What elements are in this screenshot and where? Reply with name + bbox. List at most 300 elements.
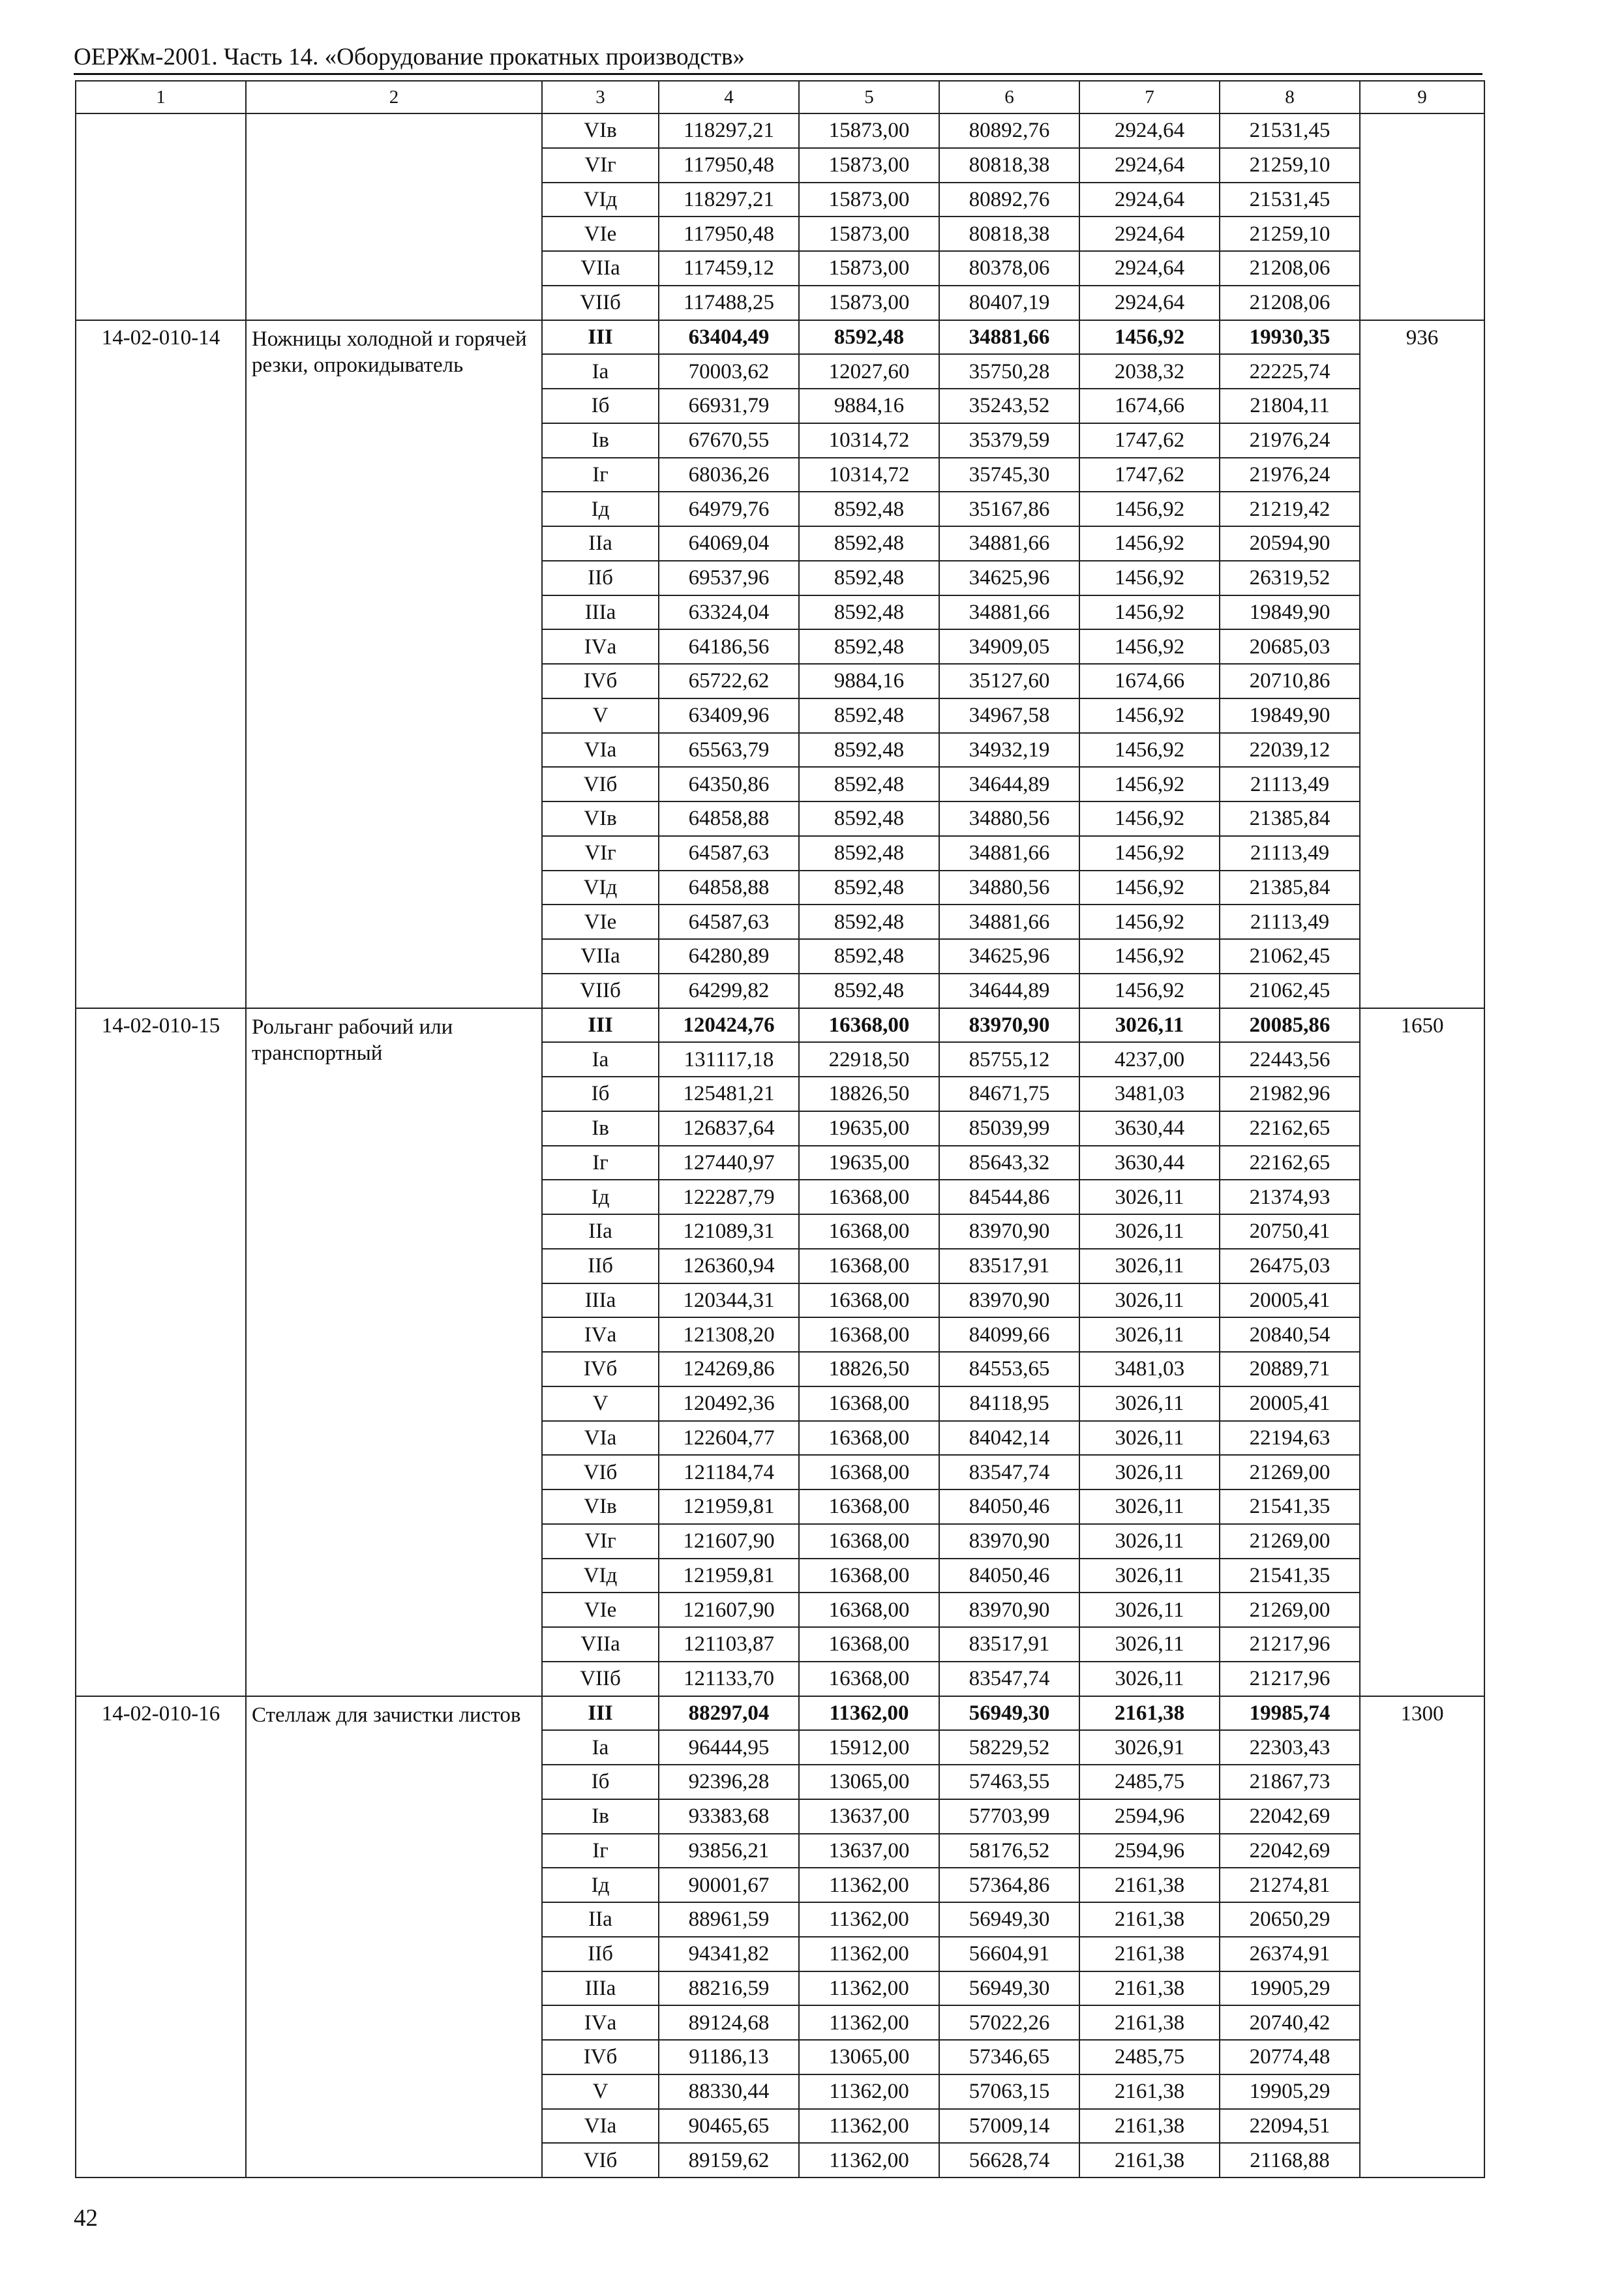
machine-wages-cell: 2161,38 [1079, 2074, 1220, 2109]
column-number: 5 [799, 81, 939, 113]
machine-wages-cell: 2924,64 [1079, 251, 1220, 286]
labor-norm-cell: 936 [1360, 320, 1484, 1008]
machine-wages-cell: 3630,44 [1079, 1146, 1220, 1180]
machine-wages-cell: 2161,38 [1079, 1868, 1220, 1902]
wages-cell: 8592,48 [799, 836, 939, 871]
table-row-main [76, 1696, 1484, 1731]
region-cell: VIIа [542, 1627, 659, 1662]
other-cost-cell: 19930,35 [1220, 320, 1360, 355]
other-cost-cell: 21168,88 [1220, 2143, 1360, 2177]
total-cost-cell: 88297,04 [659, 1696, 799, 1731]
other-cost-cell: 20594,90 [1220, 526, 1360, 561]
other-cost-cell: 19849,90 [1220, 698, 1360, 733]
region-cell: Iб [542, 389, 659, 423]
wages-cell: 13065,00 [799, 2040, 939, 2074]
region-cell: VIа [542, 733, 659, 768]
machine-wages-cell: 2161,38 [1079, 1971, 1220, 2006]
materials-cell: 35167,86 [939, 492, 1079, 526]
machine-wages-cell: 3630,44 [1079, 1111, 1220, 1146]
other-cost-cell: 21113,49 [1220, 905, 1360, 939]
machine-wages-cell: 1456,92 [1079, 801, 1220, 836]
other-cost-cell: 22162,65 [1220, 1111, 1360, 1146]
other-cost-cell: 19905,29 [1220, 1971, 1360, 2006]
region-cell: IIIа [542, 1283, 659, 1318]
materials-cell: 57022,26 [939, 2005, 1079, 2040]
machine-wages-cell: 2594,96 [1079, 1834, 1220, 1868]
wages-cell: 11362,00 [799, 1937, 939, 1971]
wages-cell: 15873,00 [799, 217, 939, 251]
machine-wages-cell: 2485,75 [1079, 2040, 1220, 2074]
region-cell: V [542, 1386, 659, 1421]
wages-cell: 11362,00 [799, 2005, 939, 2040]
materials-cell: 83970,90 [939, 1214, 1079, 1249]
other-cost-cell: 21804,11 [1220, 389, 1360, 423]
other-cost-cell: 21259,10 [1220, 217, 1360, 251]
wages-cell: 8592,48 [799, 526, 939, 561]
wages-cell: 16368,00 [799, 1662, 939, 1696]
materials-cell: 34881,66 [939, 595, 1079, 630]
wages-cell: 15873,00 [799, 148, 939, 183]
other-cost-cell: 22042,69 [1220, 1799, 1360, 1834]
wages-cell: 8592,48 [799, 629, 939, 664]
other-cost-cell: 21208,06 [1220, 286, 1360, 320]
total-cost-cell: 117459,12 [659, 251, 799, 286]
total-cost-cell: 122287,79 [659, 1180, 799, 1214]
wages-cell: 15912,00 [799, 1730, 939, 1765]
total-cost-cell: 93383,68 [659, 1799, 799, 1834]
total-cost-cell: 121308,20 [659, 1317, 799, 1352]
other-cost-cell: 21976,24 [1220, 458, 1360, 492]
price-table [75, 80, 1485, 2178]
wages-cell: 15873,00 [799, 183, 939, 217]
other-cost-cell: 22042,69 [1220, 1834, 1360, 1868]
code-cell [76, 113, 246, 320]
other-cost-cell: 20005,41 [1220, 1283, 1360, 1318]
wages-cell: 8592,48 [799, 698, 939, 733]
total-cost-cell: 92396,28 [659, 1765, 799, 1799]
materials-cell: 85755,12 [939, 1042, 1079, 1077]
other-cost-cell: 21982,96 [1220, 1077, 1360, 1111]
total-cost-cell: 68036,26 [659, 458, 799, 492]
materials-cell: 34932,19 [939, 733, 1079, 768]
wages-cell: 16368,00 [799, 1180, 939, 1214]
machine-wages-cell: 1456,92 [1079, 320, 1220, 355]
total-cost-cell: 121959,81 [659, 1559, 799, 1593]
region-cell: Iг [542, 1834, 659, 1868]
wages-cell: 16368,00 [799, 1283, 939, 1318]
other-cost-cell: 20750,41 [1220, 1214, 1360, 1249]
other-cost-cell: 22225,74 [1220, 354, 1360, 389]
machine-wages-cell: 3026,11 [1079, 1386, 1220, 1421]
materials-cell: 34625,96 [939, 561, 1079, 595]
materials-cell: 83970,90 [939, 1283, 1079, 1318]
region-cell: Iв [542, 423, 659, 458]
other-cost-cell: 19905,29 [1220, 2074, 1360, 2109]
wages-cell: 9884,16 [799, 389, 939, 423]
total-cost-cell: 121089,31 [659, 1214, 799, 1249]
table-row-main [76, 320, 1484, 355]
region-cell: VIIб [542, 974, 659, 1008]
machine-wages-cell: 1747,62 [1079, 423, 1220, 458]
machine-wages-cell: 1674,66 [1079, 389, 1220, 423]
total-cost-cell: 65563,79 [659, 733, 799, 768]
wages-cell: 9884,16 [799, 664, 939, 698]
code-cell: 14-02-010-15 [76, 1008, 246, 1696]
total-cost-cell: 89124,68 [659, 2005, 799, 2040]
machine-wages-cell: 2038,32 [1079, 354, 1220, 389]
materials-cell: 84118,95 [939, 1386, 1079, 1421]
materials-cell: 84050,46 [939, 1489, 1079, 1524]
machine-wages-cell: 2924,64 [1079, 217, 1220, 251]
machine-wages-cell: 1456,92 [1079, 836, 1220, 871]
wages-cell: 8592,48 [799, 974, 939, 1008]
region-cell: Iв [542, 1111, 659, 1146]
materials-cell: 80892,76 [939, 183, 1079, 217]
materials-cell: 57463,55 [939, 1765, 1079, 1799]
materials-cell: 34909,05 [939, 629, 1079, 664]
total-cost-cell: 126837,64 [659, 1111, 799, 1146]
other-cost-cell: 21208,06 [1220, 251, 1360, 286]
materials-cell: 84050,46 [939, 1559, 1079, 1593]
wages-cell: 10314,72 [799, 423, 939, 458]
other-cost-cell: 21259,10 [1220, 148, 1360, 183]
machine-wages-cell: 1456,92 [1079, 939, 1220, 974]
machine-wages-cell: 3481,03 [1079, 1352, 1220, 1386]
materials-cell: 57063,15 [939, 2074, 1079, 2109]
materials-cell: 34880,56 [939, 801, 1079, 836]
materials-cell: 34881,66 [939, 836, 1079, 871]
materials-cell: 34881,66 [939, 526, 1079, 561]
machine-wages-cell: 3026,91 [1079, 1730, 1220, 1765]
total-cost-cell: 64979,76 [659, 492, 799, 526]
other-cost-cell: 21541,35 [1220, 1489, 1360, 1524]
wages-cell: 8592,48 [799, 871, 939, 905]
other-cost-cell: 21113,49 [1220, 767, 1360, 801]
total-cost-cell: 90465,65 [659, 2109, 799, 2144]
machine-wages-cell: 1456,92 [1079, 974, 1220, 1008]
other-cost-cell: 19849,90 [1220, 595, 1360, 630]
wages-cell: 16368,00 [799, 1489, 939, 1524]
machine-wages-cell: 1674,66 [1079, 664, 1220, 698]
wages-cell: 16368,00 [799, 1593, 939, 1627]
region-cell: Iд [542, 492, 659, 526]
materials-cell: 84544,86 [939, 1180, 1079, 1214]
other-cost-cell: 21531,45 [1220, 183, 1360, 217]
total-cost-cell: 117488,25 [659, 286, 799, 320]
other-cost-cell: 22303,43 [1220, 1730, 1360, 1765]
other-cost-cell: 22443,56 [1220, 1042, 1360, 1077]
total-cost-cell: 64858,88 [659, 871, 799, 905]
region-cell: VIг [542, 148, 659, 183]
materials-cell: 58229,52 [939, 1730, 1079, 1765]
other-cost-cell: 20005,41 [1220, 1386, 1360, 1421]
total-cost-cell: 94341,82 [659, 1937, 799, 1971]
total-cost-cell: 65722,62 [659, 664, 799, 698]
other-cost-cell: 21385,84 [1220, 801, 1360, 836]
region-cell: VIв [542, 113, 659, 148]
materials-cell: 84042,14 [939, 1421, 1079, 1456]
machine-wages-cell: 1456,92 [1079, 905, 1220, 939]
region-cell: Iа [542, 354, 659, 389]
total-cost-cell: 69537,96 [659, 561, 799, 595]
region-cell: IIб [542, 1937, 659, 1971]
total-cost-cell: 126360,94 [659, 1249, 799, 1283]
other-cost-cell: 20710,86 [1220, 664, 1360, 698]
machine-wages-cell: 1456,92 [1079, 492, 1220, 526]
total-cost-cell: 88330,44 [659, 2074, 799, 2109]
region-cell: VIIб [542, 286, 659, 320]
machine-wages-cell: 2485,75 [1079, 1765, 1220, 1799]
wages-cell: 18826,50 [799, 1077, 939, 1111]
table-row [76, 113, 1484, 148]
wages-cell: 11362,00 [799, 1902, 939, 1937]
wages-cell: 15873,00 [799, 113, 939, 148]
region-cell: Iг [542, 1146, 659, 1180]
other-cost-cell: 21976,24 [1220, 423, 1360, 458]
name-cell: Рольганг рабочий или транспортный [246, 1008, 542, 1696]
materials-cell: 83547,74 [939, 1662, 1079, 1696]
total-cost-cell: 118297,21 [659, 113, 799, 148]
total-cost-cell: 121959,81 [659, 1489, 799, 1524]
region-cell: IIа [542, 1902, 659, 1937]
machine-wages-cell: 1456,92 [1079, 595, 1220, 630]
machine-wages-cell: 2161,38 [1079, 2005, 1220, 2040]
wages-cell: 18826,50 [799, 1352, 939, 1386]
other-cost-cell: 22194,63 [1220, 1421, 1360, 1456]
wages-cell: 8592,48 [799, 767, 939, 801]
machine-wages-cell: 2161,38 [1079, 1937, 1220, 1971]
machine-wages-cell: 3026,11 [1079, 1214, 1220, 1249]
total-cost-cell: 120424,76 [659, 1008, 799, 1043]
labor-norm-cell: 1300 [1360, 1696, 1484, 2178]
wages-cell: 11362,00 [799, 1696, 939, 1731]
materials-cell: 83970,90 [939, 1008, 1079, 1043]
machine-wages-cell: 1456,92 [1079, 561, 1220, 595]
region-cell: VIе [542, 1593, 659, 1627]
region-cell: VIг [542, 836, 659, 871]
total-cost-cell: 117950,48 [659, 217, 799, 251]
total-cost-cell: 117950,48 [659, 148, 799, 183]
materials-cell: 34625,96 [939, 939, 1079, 974]
region-cell: Iв [542, 1799, 659, 1834]
machine-wages-cell: 2924,64 [1079, 286, 1220, 320]
machine-wages-cell: 3026,11 [1079, 1524, 1220, 1559]
machine-wages-cell: 2924,64 [1079, 148, 1220, 183]
column-number: 1 [76, 81, 246, 113]
column-number: 4 [659, 81, 799, 113]
region-cell: VIв [542, 801, 659, 836]
other-cost-cell: 26475,03 [1220, 1249, 1360, 1283]
machine-wages-cell: 3026,11 [1079, 1489, 1220, 1524]
materials-cell: 80818,38 [939, 148, 1079, 183]
materials-cell: 84553,65 [939, 1352, 1079, 1386]
region-cell: VIа [542, 2109, 659, 2144]
total-cost-cell: 63404,49 [659, 320, 799, 355]
machine-wages-cell: 3026,11 [1079, 1317, 1220, 1352]
region-cell: IVа [542, 1317, 659, 1352]
wages-cell: 11362,00 [799, 2074, 939, 2109]
region-cell: Iа [542, 1042, 659, 1077]
wages-cell: 16368,00 [799, 1455, 939, 1489]
machine-wages-cell: 4237,00 [1079, 1042, 1220, 1077]
materials-cell: 57346,65 [939, 2040, 1079, 2074]
other-cost-cell: 26374,91 [1220, 1937, 1360, 1971]
wages-cell: 8592,48 [799, 492, 939, 526]
region-cell: VIIа [542, 251, 659, 286]
other-cost-cell: 20889,71 [1220, 1352, 1360, 1386]
region-cell: IVб [542, 1352, 659, 1386]
materials-cell: 80378,06 [939, 251, 1079, 286]
materials-cell: 85039,99 [939, 1111, 1079, 1146]
region-cell: IIIа [542, 595, 659, 630]
table-row-main [76, 1008, 1484, 1043]
materials-cell: 57703,99 [939, 1799, 1079, 1834]
materials-cell: 84671,75 [939, 1077, 1079, 1111]
wages-cell: 8592,48 [799, 939, 939, 974]
other-cost-cell: 21531,45 [1220, 113, 1360, 148]
total-cost-cell: 131117,18 [659, 1042, 799, 1077]
region-cell: IVа [542, 2005, 659, 2040]
materials-cell: 35127,60 [939, 664, 1079, 698]
wages-cell: 8592,48 [799, 733, 939, 768]
wages-cell: 16368,00 [799, 1386, 939, 1421]
total-cost-cell: 121607,90 [659, 1524, 799, 1559]
materials-cell: 35243,52 [939, 389, 1079, 423]
region-cell: Iг [542, 458, 659, 492]
total-cost-cell: 64350,86 [659, 767, 799, 801]
other-cost-cell: 21269,00 [1220, 1593, 1360, 1627]
wages-cell: 8592,48 [799, 905, 939, 939]
other-cost-cell: 21374,93 [1220, 1180, 1360, 1214]
machine-wages-cell: 2161,38 [1079, 2109, 1220, 2144]
total-cost-cell: 89159,62 [659, 2143, 799, 2177]
other-cost-cell: 21867,73 [1220, 1765, 1360, 1799]
machine-wages-cell: 1456,92 [1079, 526, 1220, 561]
column-number: 7 [1079, 81, 1220, 113]
total-cost-cell: 64069,04 [659, 526, 799, 561]
labor-norm-cell: 1650 [1360, 1008, 1484, 1696]
materials-cell: 84099,66 [939, 1317, 1079, 1352]
region-cell: IIа [542, 1214, 659, 1249]
materials-cell: 34881,66 [939, 905, 1079, 939]
region-cell: VIе [542, 905, 659, 939]
header-rule [74, 73, 1482, 75]
table-body [76, 81, 1484, 2177]
wages-cell: 15873,00 [799, 286, 939, 320]
machine-wages-cell: 1456,92 [1079, 698, 1220, 733]
column-number: 2 [246, 81, 542, 113]
other-cost-cell: 21217,96 [1220, 1627, 1360, 1662]
machine-wages-cell: 3026,11 [1079, 1455, 1220, 1489]
region-cell: IVб [542, 664, 659, 698]
wages-cell: 13637,00 [799, 1834, 939, 1868]
materials-cell: 56949,30 [939, 1696, 1079, 1731]
total-cost-cell: 93856,21 [659, 1834, 799, 1868]
machine-wages-cell: 3026,11 [1079, 1662, 1220, 1696]
region-cell: IIIа [542, 1971, 659, 2006]
total-cost-cell: 125481,21 [659, 1077, 799, 1111]
materials-cell: 83547,74 [939, 1455, 1079, 1489]
materials-cell: 35750,28 [939, 354, 1079, 389]
other-cost-cell: 22039,12 [1220, 733, 1360, 768]
materials-cell: 34644,89 [939, 767, 1079, 801]
other-cost-cell: 21541,35 [1220, 1559, 1360, 1593]
wages-cell: 16368,00 [799, 1317, 939, 1352]
wages-cell: 19635,00 [799, 1111, 939, 1146]
wages-cell: 8592,48 [799, 595, 939, 630]
region-cell: VIд [542, 871, 659, 905]
column-number-row [76, 81, 1484, 113]
materials-cell: 34644,89 [939, 974, 1079, 1008]
materials-cell: 80818,38 [939, 217, 1079, 251]
other-cost-cell: 20085,86 [1220, 1008, 1360, 1043]
region-cell: Iб [542, 1077, 659, 1111]
region-cell: VIд [542, 1559, 659, 1593]
total-cost-cell: 118297,21 [659, 183, 799, 217]
name-cell: Стеллаж для зачистки листов [246, 1696, 542, 2178]
region-cell: V [542, 698, 659, 733]
page-header-title: ОЕРЖм-2001. Часть 14. «Оборудование прокатных производств» [74, 44, 745, 70]
wages-cell: 13065,00 [799, 1765, 939, 1799]
region-cell: VIб [542, 2143, 659, 2177]
total-cost-cell: 64587,63 [659, 905, 799, 939]
total-cost-cell: 64299,82 [659, 974, 799, 1008]
other-cost-cell: 19985,74 [1220, 1696, 1360, 1731]
region-cell: Iд [542, 1180, 659, 1214]
total-cost-cell: 120344,31 [659, 1283, 799, 1318]
machine-wages-cell: 3481,03 [1079, 1077, 1220, 1111]
region-cell: III [542, 1008, 659, 1043]
total-cost-cell: 90001,67 [659, 1868, 799, 1902]
region-cell: III [542, 1696, 659, 1731]
region-cell: Iа [542, 1730, 659, 1765]
wages-cell: 16368,00 [799, 1524, 939, 1559]
labor-norm-cell [1360, 113, 1484, 320]
total-cost-cell: 91186,13 [659, 2040, 799, 2074]
region-cell: III [542, 320, 659, 355]
total-cost-cell: 127440,97 [659, 1146, 799, 1180]
wages-cell: 13637,00 [799, 1799, 939, 1834]
other-cost-cell: 22094,51 [1220, 2109, 1360, 2144]
wages-cell: 22918,50 [799, 1042, 939, 1077]
machine-wages-cell: 3026,11 [1079, 1627, 1220, 1662]
region-cell: Iд [542, 1868, 659, 1902]
other-cost-cell: 21274,81 [1220, 1868, 1360, 1902]
machine-wages-cell: 3026,11 [1079, 1249, 1220, 1283]
other-cost-cell: 20840,54 [1220, 1317, 1360, 1352]
materials-cell: 83517,91 [939, 1627, 1079, 1662]
wages-cell: 10314,72 [799, 458, 939, 492]
other-cost-cell: 21062,45 [1220, 939, 1360, 974]
materials-cell: 83970,90 [939, 1524, 1079, 1559]
column-number: 3 [542, 81, 659, 113]
region-cell: VIа [542, 1421, 659, 1456]
other-cost-cell: 21385,84 [1220, 871, 1360, 905]
machine-wages-cell: 1456,92 [1079, 733, 1220, 768]
materials-cell: 58176,52 [939, 1834, 1079, 1868]
total-cost-cell: 64186,56 [659, 629, 799, 664]
machine-wages-cell: 3026,11 [1079, 1593, 1220, 1627]
total-cost-cell: 70003,62 [659, 354, 799, 389]
materials-cell: 56604,91 [939, 1937, 1079, 1971]
machine-wages-cell: 1456,92 [1079, 767, 1220, 801]
region-cell: IIа [542, 526, 659, 561]
wages-cell: 15873,00 [799, 251, 939, 286]
wages-cell: 16368,00 [799, 1559, 939, 1593]
page-number: 42 [74, 2205, 98, 2232]
machine-wages-cell: 3026,11 [1079, 1008, 1220, 1043]
region-cell: VIб [542, 1455, 659, 1489]
